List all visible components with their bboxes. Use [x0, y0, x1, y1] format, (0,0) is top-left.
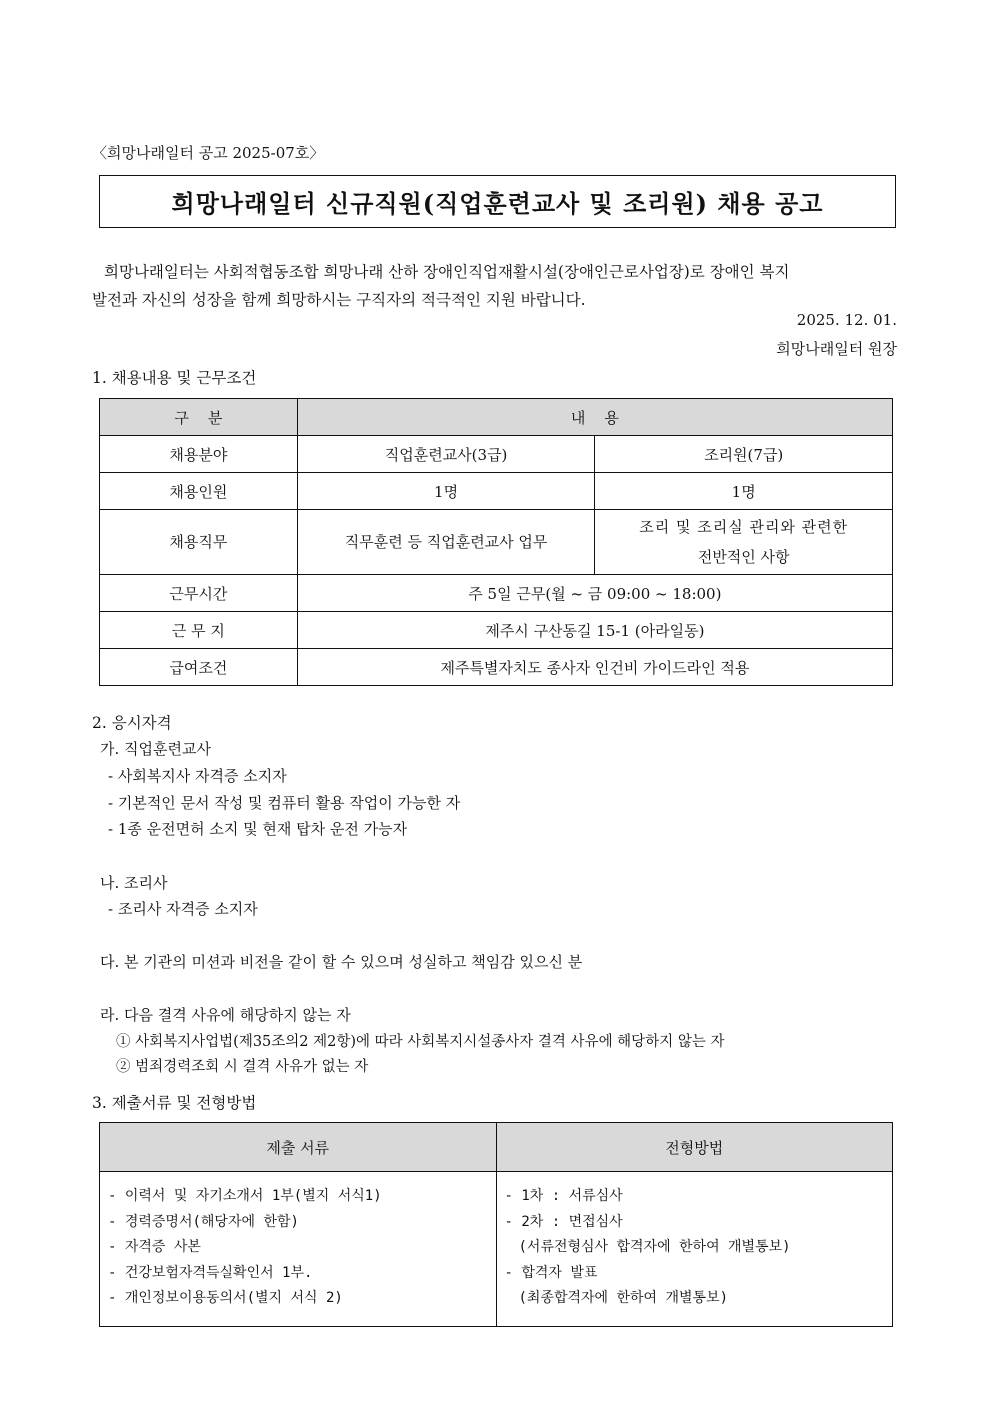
documents-cell	[100, 1172, 497, 1327]
subsection-a-title: 가. 직업훈련교사	[100, 740, 211, 758]
list-item: - 1차 : 서류심사	[504, 1188, 623, 1204]
table-header-row	[100, 399, 893, 436]
list-item: ② 범죄경력조회 시 결격 사유가 없는 자	[116, 1059, 369, 1075]
table-header-row	[100, 1123, 893, 1172]
list-item: - 합격자 발표	[504, 1264, 598, 1281]
table-row	[100, 1172, 893, 1327]
notice-number: 〈희망나래일터 공고 2025-07호〉	[92, 144, 325, 162]
cell-cook	[595, 510, 893, 575]
cell-cook-line-2: 전반적인 사항	[697, 548, 790, 566]
list-item: - 기본적인 문서 작성 및 컴퓨터 활용 작업이 가능한 자	[108, 794, 461, 812]
table-row	[100, 510, 893, 575]
cell-merged: 제주특별자치도 종사자 인건비 가이드라인 적용	[297, 649, 892, 686]
list-item: - 2차 : 면접심사	[504, 1213, 623, 1230]
signer: 희망나래일터 원장	[776, 340, 897, 358]
cell-merged: 주 5일 근무(월 ~ 금 09:00 ~ 18:00)	[297, 575, 892, 612]
row-label: 근무시간	[100, 575, 298, 612]
table-row	[100, 575, 893, 612]
list-note: (서류전형심사 합격자에 한하여 개별통보)	[518, 1239, 791, 1255]
header-documents: 제출 서류	[100, 1123, 497, 1172]
subsection-c-title: 다. 본 기관의 미션과 비전을 같이 할 수 있으며 성실하고 책임감 있으신 분	[100, 953, 583, 971]
table-row	[100, 612, 893, 649]
header-category: 구 분	[100, 399, 298, 436]
cell-merged: 제주시 구산동길 15-1 (아라일동)	[297, 612, 892, 649]
list-item: - 이력서 및 자기소개서 1부(별지 서식1)	[108, 1188, 382, 1204]
table-row	[100, 436, 893, 473]
employment-conditions-table	[99, 398, 893, 686]
intro-line-1: 희망나래일터는 사회적협동조합 희망나래 산하 장애인직업재활시설(장애인근로사업장)로 장애인 복지	[104, 263, 790, 281]
subsection-b-title: 나. 조리사	[100, 874, 168, 892]
list-item: - 건강보험자격득실확인서 1부.	[108, 1264, 313, 1281]
row-label: 채용인원	[100, 473, 298, 510]
notice-date: 2025. 12. 01.	[796, 311, 897, 329]
document-title: 희망나래일터 신규직원(직업훈련교사 및 조리원) 채용 공고	[99, 175, 896, 228]
subsection-d-title: 라. 다음 결격 사유에 해당하지 않는 자	[100, 1006, 351, 1024]
cell-teacher: 직업훈련교사(3급)	[297, 436, 595, 473]
header-method: 전형방법	[496, 1123, 893, 1172]
cell-teacher: 1명	[297, 473, 595, 510]
table-row	[100, 473, 893, 510]
intro-line-2: 발전과 자신의 성장을 함께 희망하시는 구직자의 적극적인 지원 바랍니다.	[92, 291, 586, 309]
row-label: 급여조건	[100, 649, 298, 686]
cell-cook: 조리원(7급)	[595, 436, 893, 473]
cell-cook-line-1: 조리 및 조리실 관리와 관련한	[639, 518, 849, 536]
table-row	[100, 649, 893, 686]
section-3-heading: 3. 제출서류 및 전형방법	[92, 1094, 257, 1112]
list-item: - 1종 운전면허 소지 및 현재 탑차 운전 가능자	[108, 820, 408, 838]
row-label: 채용직무	[100, 510, 298, 575]
documents-and-selection-table	[99, 1122, 893, 1327]
section-2-heading: 2. 응시자격	[92, 714, 172, 732]
list-item: - 사회복지사 자격증 소지자	[108, 767, 287, 785]
list-item: - 경력증명서(해당자에 한함)	[108, 1213, 299, 1230]
section-1-heading: 1. 채용내용 및 근무조건	[92, 369, 257, 387]
list-item: - 조리사 자격증 소지자	[108, 900, 258, 918]
list-note: (최종합격자에 한하여 개별통보)	[518, 1290, 729, 1306]
row-label: 근 무 지	[100, 612, 298, 649]
row-label: 채용분야	[100, 436, 298, 473]
list-item: - 자격증 사본	[108, 1239, 201, 1255]
header-content: 내 용	[297, 399, 892, 436]
list-item: ① 사회복지사업법(제35조의2 제2항)에 따라 사회복지시설종사자 결격 사유에 해당하지 않는 자	[116, 1034, 725, 1050]
list-item: - 개인정보이용동의서(별지 서식 2)	[108, 1290, 343, 1306]
method-cell	[496, 1172, 893, 1327]
cell-teacher: 직무훈련 등 직업훈련교사 업무	[297, 510, 595, 575]
cell-cook: 1명	[595, 473, 893, 510]
intro-paragraph	[92, 258, 898, 314]
